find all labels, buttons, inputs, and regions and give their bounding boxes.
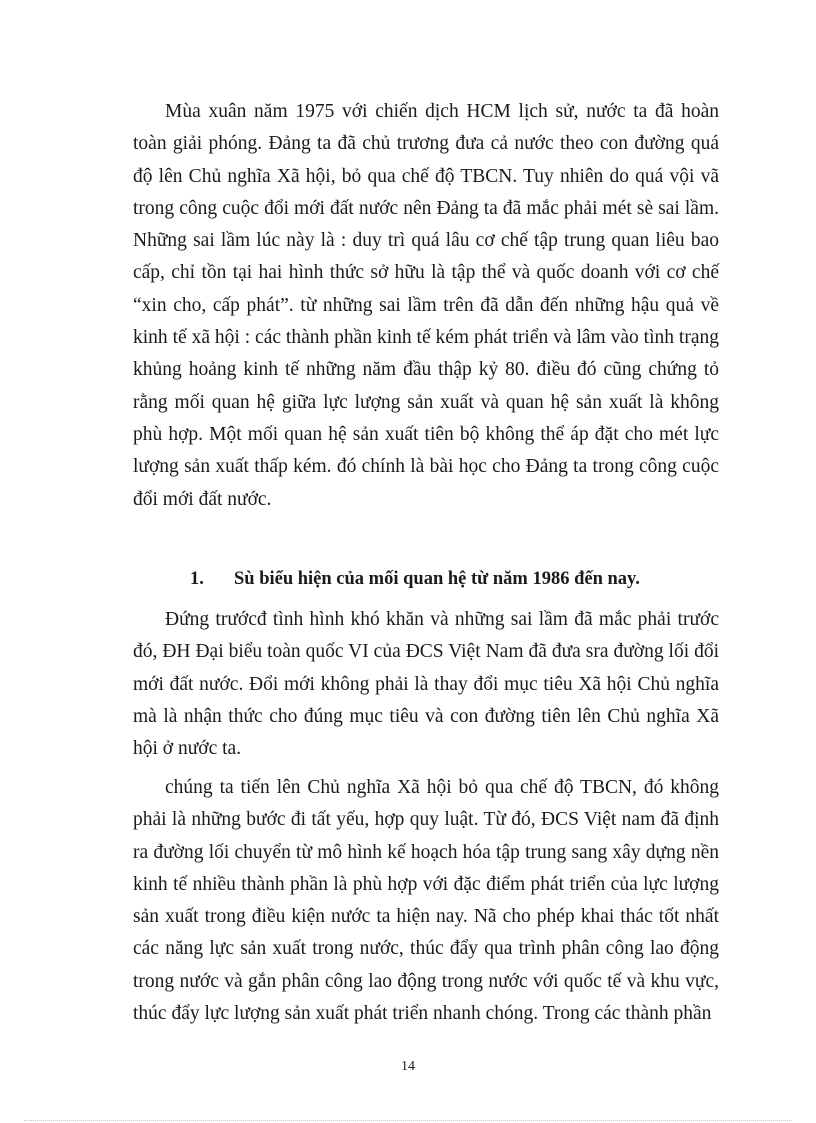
section-heading [190, 566, 640, 592]
paragraph-economic-model: chúng ta tiến lên Chủ nghĩa Xã hội bỏ qua chế độ TBCN, đó không phải là những bước đi tất yếu, hợp quy luật. Từ đó, ĐCS Việt nam đã định ra đường lối chuyển từ mô hình kế hoạch hóa tập trung sang xây dựng nền kinh tế nhiều thành phần là phù hợp với đặc điểm phát triển của lực lượng sản xuất trong điều kiện nước ta hiện nay. Nã cho phép khai thác tốt nhất các năng lực sản xuất trong nước, thúc đẩy qua trình phân công lao động trong nước và gắn phân công lao động trong nước với quốc tế và khu vực, thúc đẩy lực lượng sản xuất phát triển nhanh chóng. Trong các thành phần [133, 777, 719, 1025]
section-heading-number: 1. [190, 569, 204, 589]
paragraph-1975-liberation: Mùa xuân năm 1975 với chiến dịch HCM lịch sử, nước ta đã hoàn toàn giải phóng. Đảng ta đã chủ trương đưa cả nước theo con đường quá độ lên Chủ nghĩa Xã hội, bỏ qua chế độ TBCN. Tuy nhiên do quá vội vã trong công cuộc đổi mới đất nước nên Đảng ta đã mắc phải mét sè sai lầm. Những sai lầm lúc này là : duy trì quá lâu cơ chế tập trung quan liêu bao cấp, chỉ tồn tại hai hình thức sở hữu là tập thể và quốc doanh với cơ chế “xin cho, cấp phát”. từ những sai lầm trên đã dẫn đến những hậu quả về kinh tế xã hội : các thành phần kinh tế kém phát triển và lâm vào tình trạng khủng hoảng kinh tế những năm đầu thập kỷ 80. điều đó cũng chứng tỏ rằng mối quan hệ giữa lực lượng sản xuất và quan hệ sản xuất là không phù hợp. Một mối quan hệ sản xuất tiên bộ không thể áp đặt cho mét lực lượng sản xuất thấp kém. đó chính là bài học cho Đảng ta trong công cuộc đổi mới đất nước. [133, 101, 719, 510]
page-bottom-divider [24, 1120, 792, 1121]
page-number: 14 [401, 1059, 415, 1074]
section-heading-title: Sù biểu hiện của mối quan hệ từ năm 1986 đến nay. [234, 569, 640, 589]
paragraph-doi-moi: Đứng trướcđ tình hình khó khăn và những sai lầm đã mắc phải trước đó, ĐH Đại biểu toàn quốc VI của ĐCS Việt Nam đã đưa sra đường lối đổi mới đất nước. Đổi mới không phải là thay đổi mục tiêu Xã hội Chủ nghĩa mà là nhận thức cho đúng mục tiêu và con đường tiên lên Chủ nghĩa Xã hội ở nước ta. [133, 609, 719, 760]
